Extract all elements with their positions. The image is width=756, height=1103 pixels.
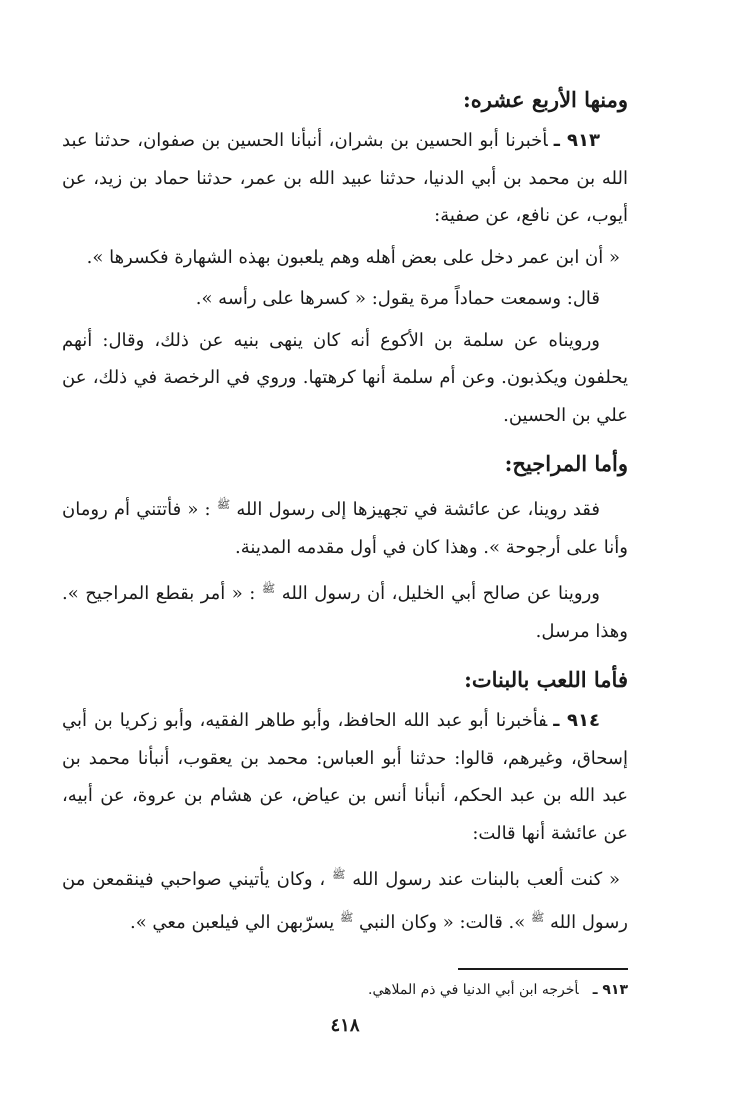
salla-icon: ﷺ bbox=[216, 498, 231, 511]
salih-report-paragraph bbox=[62, 570, 628, 650]
hadith-914-paragraph bbox=[62, 702, 628, 852]
hadith-913-number: ٩١٣ ـ bbox=[553, 130, 600, 151]
footnote bbox=[368, 978, 628, 1002]
hadith-914-isnad: فأخبرنا أبو عبد الله الحافظ، وأبو طاهر الفقيه، وأبو زكريا بن أبي إسحاق، وغيرهم، قالوا: حدثنا أبو العباس: محمد بن يعقوب، أنبأنا محمد بن عبد الله بن عبد الحكم، أنبأنا أنس بن عياض، عن هشام بن عروة، عن أبيه، عن عائشة أنها قالت: bbox=[62, 710, 628, 844]
hadith-913-matn: « أن ابن عمر دخل على بعض أهله وهم يلعبون بهذه الشهارة فكسرها ». bbox=[86, 246, 620, 268]
section-heading-banat: فأما اللعب بالبنات: bbox=[464, 667, 628, 692]
hammad-saying: قال: وسمعت حماداً مرة يقول: « كسرها على رأسه ». bbox=[195, 288, 600, 309]
hadith-914-matn-part4: يسرّبهن الي فيلعبن معي ». bbox=[129, 911, 335, 933]
hadith-914-matn-part2: ، وكان يأتيني صواحبي فينقمعن من رسول الله bbox=[62, 869, 628, 933]
section-heading-arba-ashrah: ومنها الأربع عشره: bbox=[462, 87, 628, 112]
page-body bbox=[62, 70, 628, 1060]
hadith-913-paragraph bbox=[62, 122, 628, 235]
salih-report-part2: : « أمر بقطع المراجيح ». وهذا مرسل. bbox=[62, 583, 628, 642]
salla-icon: ﷺ bbox=[261, 582, 276, 595]
hadith-914-matn-part3: ». قالت: « وكان النبي bbox=[359, 911, 526, 933]
hadith-914-matn-part1: « كنت ألعب بالبنات عند رسول الله bbox=[352, 869, 620, 890]
aisha-report-part2: : « فأتتني أم رومان وأنا على أرجوحة ». وهذا كان في أول مقدمه المدينة. bbox=[62, 499, 628, 558]
salla-icon: ﷺ bbox=[332, 868, 346, 881]
hadith-913-isnad: أخبرنا أبو الحسين بن بشران، أنبأنا الحسين بن صفوان، حدثنا عبد الله بن محمد بن أبي الدنيا، حدثنا عبيد الله بن عمر، حدثنا حماد بن زيد، عن أيوب، عن نافع، عن صفية: bbox=[62, 130, 628, 226]
footnote-divider bbox=[458, 968, 628, 970]
hadith-914-number: ٩١٤ ـ bbox=[553, 710, 600, 731]
page-number: ٤١٨ bbox=[330, 1015, 360, 1036]
aisha-report-part1: فقد روينا، عن عائشة في تجهيزها إلى رسول الله bbox=[236, 499, 600, 520]
salih-report-part1: وروينا عن صالح أبي الخليل، أن رسول الله bbox=[281, 583, 600, 604]
aisha-report-paragraph bbox=[62, 486, 628, 566]
footnote-number: ٩١٣ ـ bbox=[592, 982, 628, 998]
section-heading-marajih: وأما المراجيح: bbox=[504, 451, 628, 476]
footnote-text: أخرجه ابن أبي الدنيا في ذم الملاهي. bbox=[368, 982, 579, 998]
salla-icon: ﷺ bbox=[339, 910, 354, 924]
salla-icon: ﷺ bbox=[531, 910, 545, 924]
hadith-914-matn bbox=[62, 856, 628, 941]
salamah-report: ورويناه عن سلمة بن الأكوع أنه كان ينهى بنيه عن ذلك، وقال: أنهم يحلفون ويكذبون. وعن أم سلمة أنها كرهتها. وروي في الرخصة في ذلك، عن علي بن الحسين. bbox=[62, 329, 628, 426]
